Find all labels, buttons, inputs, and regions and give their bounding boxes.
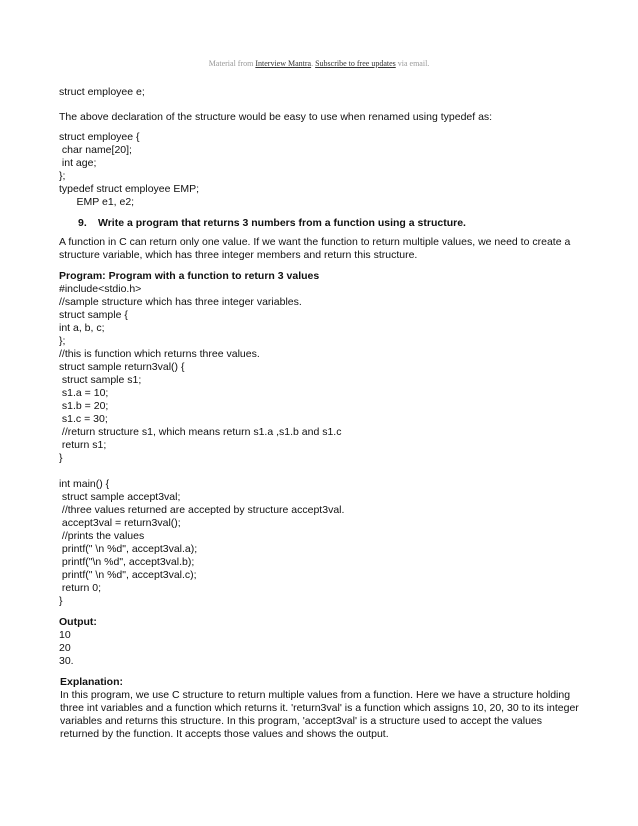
explanation-line: variables and returns this structure. In this program, 'accept3val' is a structure used to accept the values (60, 715, 542, 727)
program-code-line: accept3val = return3val(); (59, 517, 181, 529)
interview-mantra-link[interactable]: Interview Mantra (255, 59, 312, 68)
description-line: structure variable, which has three integer members and return this structure. (59, 249, 418, 261)
program-code-line: printf(" \n %d", accept3val.c); (59, 569, 197, 581)
program-heading: Program: Program with a function to return 3 values (59, 270, 320, 282)
header-suffix: via email. (395, 59, 430, 68)
question-number: 9. (78, 217, 87, 229)
program-code-line: s1.a = 10; (59, 387, 109, 399)
intro-line-2: The above declaration of the structure would be easy to use when renamed using typedef as: (59, 111, 493, 123)
subscribe-link[interactable]: Subscribe to free updates (315, 59, 396, 68)
explanation-line: In this program, we use C structure to return multiple values from a function. Here we have a structure holding (60, 689, 571, 701)
output-line: 30. (59, 655, 74, 667)
program-code-line: //return structure s1, which means return s1.a ,s1.b and s1.c (59, 426, 342, 438)
typedef-code-line: }; (59, 170, 66, 182)
typedef-code-line: typedef struct employee EMP; (59, 183, 200, 195)
typedef-code-line: int age; (59, 157, 97, 169)
program-code-line: struct sample return3val() { (59, 361, 185, 373)
program-code-line: //prints the values (59, 530, 145, 542)
question-title: Write a program that returns 3 numbers from a function using a structure. (98, 217, 466, 229)
program-code-line: int main() { (59, 478, 110, 490)
program-code-line: return 0; (59, 582, 102, 594)
program-code-line: struct sample accept3val; (59, 491, 181, 503)
program-code-line: } (59, 595, 63, 607)
program-code-line: struct sample { (59, 309, 128, 321)
output-line: 20 (59, 642, 71, 654)
program-code-line: return s1; (59, 439, 107, 451)
intro-line-1: struct employee e; (59, 86, 145, 98)
header-separator: . (311, 59, 316, 68)
program-code-line: } (59, 452, 63, 464)
program-code-line: printf("\n %d", accept3val.b); (59, 556, 195, 568)
program-code-line: int a, b, c; (59, 322, 105, 334)
program-code-line: //this is function which returns three values. (59, 348, 260, 360)
explanation-line: three int variables and a function which returns it. 'return3val' is a function which assigns 10, 20, 30 to its integer (60, 702, 579, 714)
typedef-code-line: struct employee { (59, 131, 140, 143)
description-line: A function in C can return only one value. If we want the function to return multiple values, we need to create a (59, 236, 571, 248)
program-code-line: //sample structure which has three integer variables. (59, 296, 302, 308)
program-code-line: }; (59, 335, 66, 347)
program-code-line: s1.b = 20; (59, 400, 109, 412)
program-code-line: s1.c = 30; (59, 413, 108, 425)
typedef-code-line: EMP e1, e2; (59, 196, 135, 208)
program-code-line: #include<stdio.h> (59, 283, 142, 295)
program-code-line: printf(" \n %d", accept3val.a); (59, 543, 198, 555)
explanation-heading: Explanation: (60, 676, 124, 688)
header-prefix: Material from (208, 59, 256, 68)
explanation-line: returned by the function. It accepts those values and shows the output. (60, 728, 389, 740)
page-header (0, 59, 638, 68)
output-heading: Output: (59, 616, 97, 628)
output-line: 10 (59, 629, 71, 641)
program-code-line: struct sample s1; (59, 374, 142, 386)
program-code-line: //three values returned are accepted by structure accept3val. (59, 504, 345, 516)
typedef-code-line: char name[20]; (59, 144, 132, 156)
